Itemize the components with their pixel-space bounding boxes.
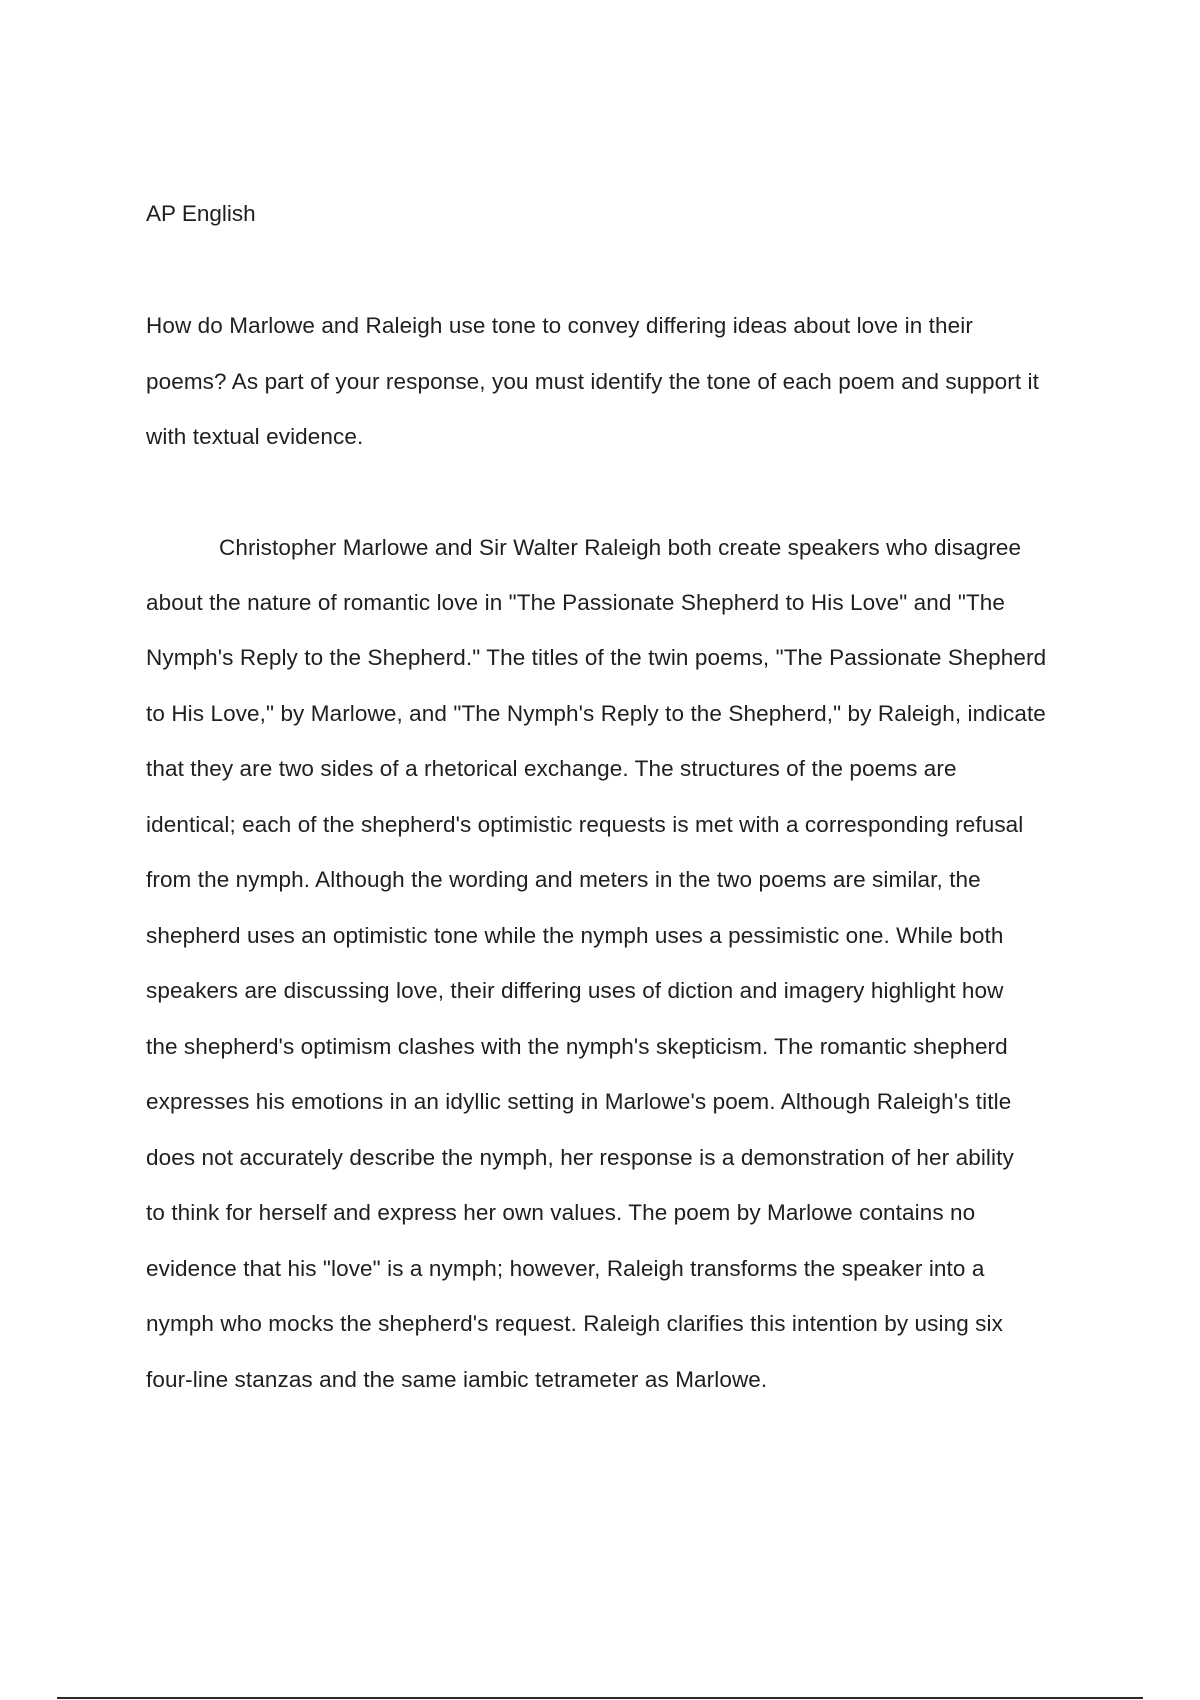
- essay-line: to think for herself and express her own values. The poem by Marlowe contains no: [146, 1200, 976, 1225]
- essay-line: nymph who mocks the shepherd's request. Raleigh clarifies this intention by using six: [146, 1311, 1003, 1336]
- essay-line: identical; each of the shepherd's optimistic requests is met with a corresponding refusal: [146, 812, 1024, 837]
- essay-line: speakers are discussing love, their differing uses of diction and imagery highlight how: [146, 978, 1004, 1003]
- prompt-line: How do Marlowe and Raleigh use tone to convey differing ideas about love in their: [146, 313, 973, 338]
- essay-line: four-line stanzas and the same iambic tetrameter as Marlowe.: [146, 1367, 768, 1392]
- essay-line: Christopher Marlowe and Sir Walter Raleigh both create speakers who disagree: [219, 535, 1022, 560]
- prompt-line: with textual evidence.: [146, 424, 364, 449]
- essay-line: from the nymph. Although the wording and meters in the two poems are similar, the: [146, 867, 981, 892]
- course-title: AP English: [146, 201, 256, 226]
- essay-line: the shepherd's optimism clashes with the nymph's skepticism. The romantic shepherd: [146, 1034, 1008, 1059]
- essay-line: about the nature of romantic love in "The Passionate Shepherd to His Love" and "The: [146, 590, 1006, 615]
- essay-line: evidence that his "love" is a nymph; however, Raleigh transforms the speaker into a: [146, 1256, 985, 1281]
- essay-line: expresses his emotions in an idyllic setting in Marlowe's poem. Although Raleigh's title: [146, 1089, 1012, 1114]
- essay-line: does not accurately describe the nymph, her response is a demonstration of her ability: [146, 1145, 1014, 1170]
- prompt-line: poems? As part of your response, you must identify the tone of each poem and support it: [146, 369, 1039, 394]
- essay-line: shepherd uses an optimistic tone while the nymph uses a pessimistic one. While both: [146, 923, 1004, 948]
- page-bottom-rule: [57, 1697, 1143, 1699]
- essay-line: Nymph's Reply to the Shepherd." The titles of the twin poems, "The Passionate Shepherd: [146, 645, 1047, 670]
- essay-line: to His Love," by Marlowe, and "The Nymph's Reply to the Shepherd," by Raleigh, indicate: [146, 701, 1046, 726]
- essay-line: that they are two sides of a rhetorical exchange. The structures of the poems are: [146, 756, 957, 781]
